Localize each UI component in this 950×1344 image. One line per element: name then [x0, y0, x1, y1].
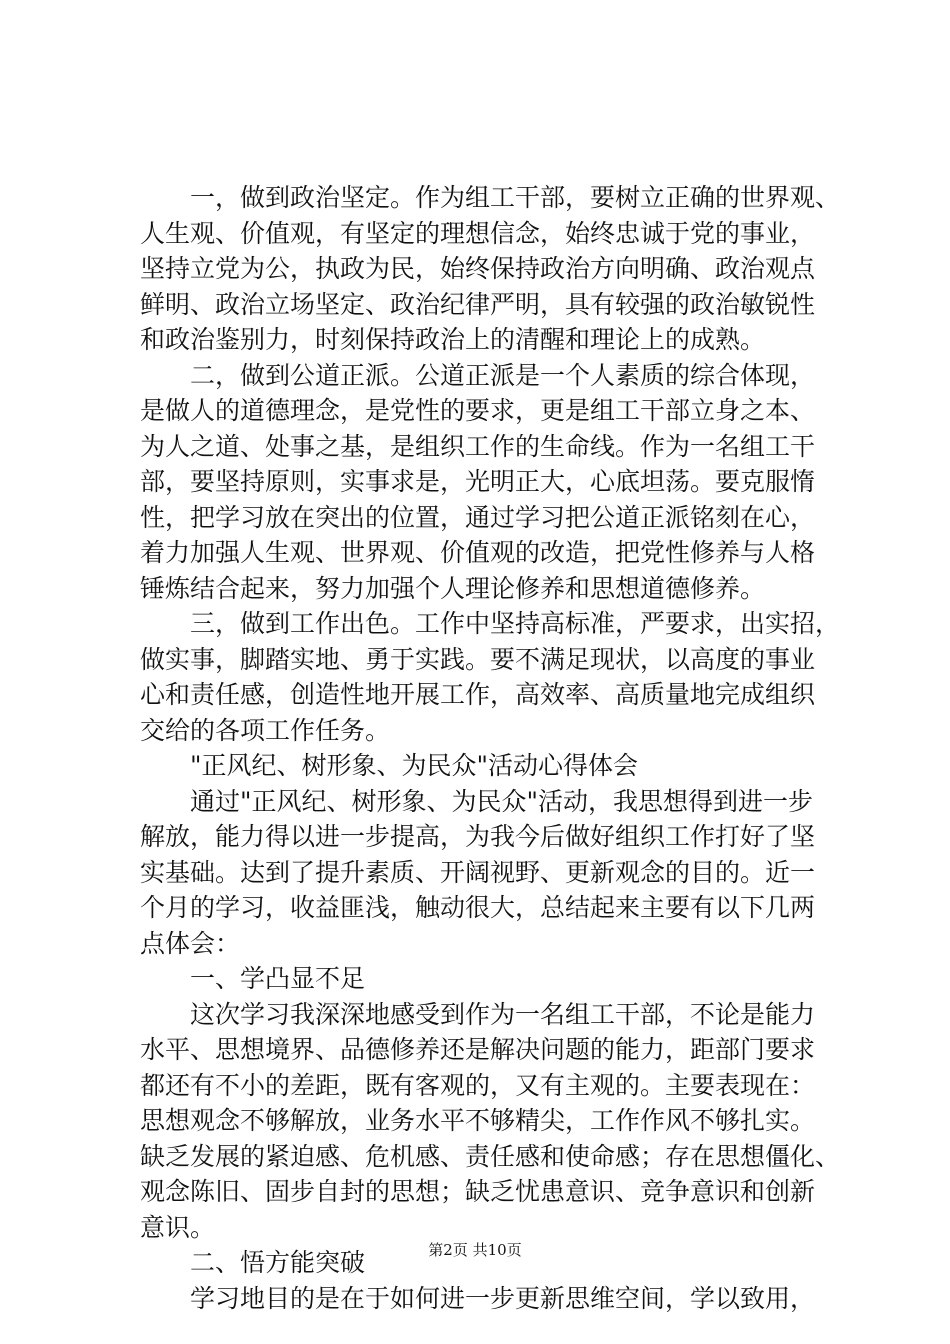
text-line: 思想观念不够解放，业务水平不够精尖，工作作风不够扎实。: [140, 1106, 816, 1135]
text-line: 锤炼结合起来，努力加强个人理论修养和思想道德修养。: [140, 573, 766, 603]
text-line: 着力加强人生观、世界观、价值观的改造，把党性修养与人格: [140, 538, 816, 567]
text-line: 水平、思想境界、品德修养还是解决问题的能力，距部门要求: [140, 1035, 816, 1064]
text-line: 点体会：: [140, 928, 241, 958]
text-line: 交给的各项工作任务。: [140, 715, 391, 745]
text-line: 心和责任感，创造性地开展工作，高效率、高质量地完成组织: [140, 680, 816, 709]
text-line: "正风纪、树形象、为民众"活动心得体会: [140, 751, 638, 780]
text-line: 这次学习我深深地感受到作为一名组工干部，不论是能力: [140, 999, 816, 1029]
text-line: 为人之道、处事之基，是组织工作的生命线。作为一名组工干: [140, 431, 816, 461]
text-line: 学习地目的是在于如何进一步更新思维空间，学以致用，: [140, 1283, 816, 1313]
text-line: 三，做到工作出色。工作中坚持高标准，严要求，出实招，: [140, 609, 840, 638]
text-line: 鲜明、政治立场坚定、政治纪律严明，具有较强的政治敏锐性: [140, 289, 816, 319]
text-line: 二，做到公道正派。公道正派是一个人素质的综合体现，: [140, 360, 816, 390]
text-line: 观念陈旧、固步自封的思想；缺乏忧患意识、竞争意识和创新: [140, 1177, 816, 1206]
text-line: 性，把学习放在突出的位置，通过学习把公道正派铭刻在心，: [140, 502, 816, 532]
text-line: 二、悟方能突破: [140, 1248, 366, 1277]
text-line: 实基础。达到了提升素质、开阔视野、更新观念的目的。近一: [140, 857, 816, 887]
text-line: 意识。: [140, 1212, 216, 1242]
text-line: 缺乏发展的紧迫感、危机感、责任感和使命感；存在思想僵化、: [140, 1141, 840, 1171]
text-line: 个月的学习，收益匪浅，触动很大，总结起来主要有以下几两: [140, 893, 816, 922]
text-line: 解放，能力得以进一步提高，为我今后做好组织工作打好了坚: [140, 822, 816, 851]
text-line: 和政治鉴别力，时刻保持政治上的清醒和理论上的成熟。: [140, 325, 766, 354]
text-line: 是做人的道德理念，是党性的要求，更是组工干部立身之本、: [140, 396, 816, 425]
text-line: 人生观、价值观，有坚定的理想信念，始终忠诚于党的事业，: [140, 218, 816, 248]
page-footer: 第2页 共10页: [428, 1241, 522, 1259]
text-line: 都还有不小的差距，既有客观的，又有主观的。主要表现在：: [140, 1070, 816, 1100]
text-line: 坚持立党为公，执政为民，始终保持政治方向明确、政治观点: [140, 254, 816, 283]
text-line: 一，做到政治坚定。作为组工干部，要树立正确的世界观、: [140, 183, 840, 212]
text-line: 通过"正风纪、树形象、为民众"活动，我思想得到进一步: [140, 786, 814, 816]
text-line: 一、学凸显不足: [140, 964, 366, 993]
text-line: 做实事，脚踏实地、勇于实践。要不满足现状，以高度的事业: [140, 644, 816, 674]
text-line: 部，要坚持原则，实事求是，光明正大，心底坦荡。要克服惰: [140, 467, 816, 496]
document-body: [140, 180, 840, 1316]
